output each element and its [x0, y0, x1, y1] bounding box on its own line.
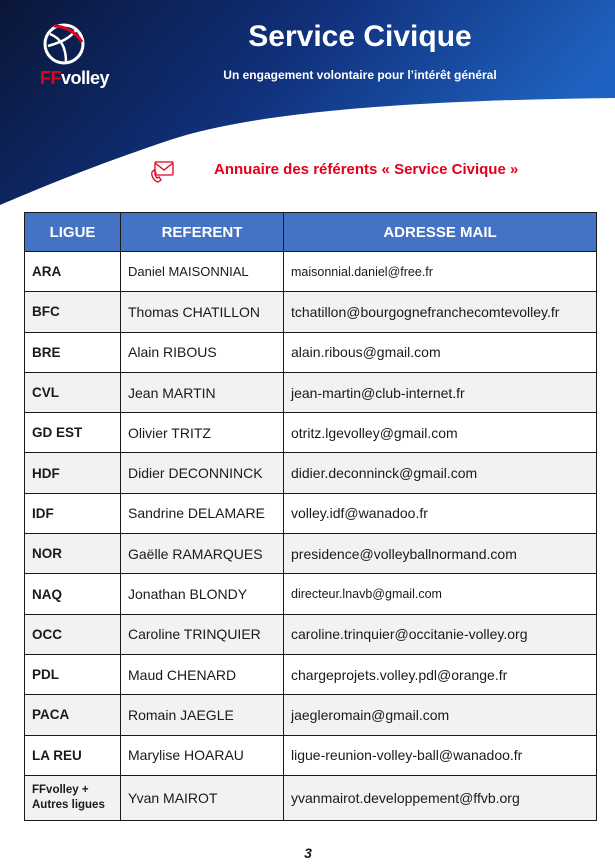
table-row	[25, 252, 597, 292]
ligue-cell: OCC	[25, 614, 121, 654]
mail-link[interactable]: chargeprojets.volley.pdl@orange.fr	[284, 654, 597, 694]
page-title: Service Civique	[248, 20, 472, 53]
referent-cell: Sandrine DELAMARE	[121, 493, 284, 533]
mail-link[interactable]: caroline.trinquier@occitanie-volley.org	[284, 614, 597, 654]
table-row	[25, 372, 597, 412]
logo-volley-text: volley	[61, 68, 110, 88]
ligue-cell: PDL	[25, 654, 121, 694]
ligue-cell: FFvolley + Autres ligues	[25, 775, 121, 820]
mail-link[interactable]: ligue-reunion-volley-ball@wanadoo.fr	[284, 735, 597, 775]
column-header-referent: REFERENT	[121, 213, 284, 252]
mail-link[interactable]: jean-martin@club-internet.fr	[284, 372, 597, 412]
referent-cell: Gaëlle RAMARQUES	[121, 534, 284, 574]
ligue-cell: NOR	[25, 534, 121, 574]
referent-cell: Thomas CHATILLON	[121, 292, 284, 332]
ligue-cell: NAQ	[25, 574, 121, 614]
column-header-ligue: LIGUE	[25, 213, 121, 252]
section-title: Annuaire des référents « Service Civique »	[214, 161, 519, 178]
mail-link[interactable]: jaegleromain@gmail.com	[284, 695, 597, 735]
mail-link[interactable]: tchatillon@bourgognefranchecomtevolley.fr	[284, 292, 597, 332]
ligue-cell: BRE	[25, 332, 121, 372]
mail-link[interactable]: directeur.lnavb@gmail.com	[284, 574, 597, 614]
referent-cell: Marylise HOARAU	[121, 735, 284, 775]
mail-link[interactable]: presidence@volleyballnormand.com	[284, 534, 597, 574]
table-row	[25, 735, 597, 775]
ligue-cell: GD EST	[25, 413, 121, 453]
ligue-cell: CVL	[25, 372, 121, 412]
ligue-cell: BFC	[25, 292, 121, 332]
mail-link[interactable]: volley.idf@wanadoo.fr	[284, 493, 597, 533]
referent-cell: Romain JAEGLE	[121, 695, 284, 735]
referent-cell: Alain RIBOUS	[121, 332, 284, 372]
mail-link[interactable]: didier.deconninck@gmail.com	[284, 453, 597, 493]
referent-cell: Jean MARTIN	[121, 372, 284, 412]
table-row	[25, 332, 597, 372]
table-header-row	[25, 213, 597, 252]
envelope-icon	[148, 160, 176, 186]
ligue-cell: LA REU	[25, 735, 121, 775]
page-number: 3	[304, 845, 312, 861]
volleyball-logo-icon	[40, 20, 88, 68]
logo-wordmark	[40, 68, 109, 89]
referent-cell: Jonathan BLONDY	[121, 574, 284, 614]
referent-cell: Daniel MAISONNIAL	[121, 252, 284, 292]
mail-link[interactable]: maisonnial.daniel@free.fr	[284, 252, 597, 292]
referent-cell: Didier DECONNINCK	[121, 453, 284, 493]
ligue-cell: PACA	[25, 695, 121, 735]
mail-link[interactable]: alain.ribous@gmail.com	[284, 332, 597, 372]
table-row	[25, 292, 597, 332]
table-row	[25, 654, 597, 694]
ligue-cell: IDF	[25, 493, 121, 533]
referent-cell: Maud CHENARD	[121, 654, 284, 694]
table-row	[25, 413, 597, 453]
table-row	[25, 775, 597, 820]
ligue-cell: ARA	[25, 252, 121, 292]
page-subtitle: Un engagement volontaire pour l’intérêt général	[223, 68, 497, 82]
mail-link[interactable]: yvanmairot.developpement@ffvb.org	[284, 775, 597, 820]
column-header-mail: ADRESSE MAIL	[284, 213, 597, 252]
mail-link[interactable]: otritz.lgevolley@gmail.com	[284, 413, 597, 453]
table-row	[25, 614, 597, 654]
logo-ff-text: FF	[40, 68, 61, 88]
table-row	[25, 453, 597, 493]
table-row	[25, 493, 597, 533]
table-row	[25, 534, 597, 574]
referent-cell: Yvan MAIROT	[121, 775, 284, 820]
referents-table	[24, 212, 597, 821]
referent-cell: Caroline TRINQUIER	[121, 614, 284, 654]
referent-cell: Olivier TRITZ	[121, 413, 284, 453]
ffvolley-logo	[40, 20, 120, 90]
section-heading	[148, 158, 578, 188]
table-row	[25, 574, 597, 614]
table-row	[25, 695, 597, 735]
ligue-cell: HDF	[25, 453, 121, 493]
